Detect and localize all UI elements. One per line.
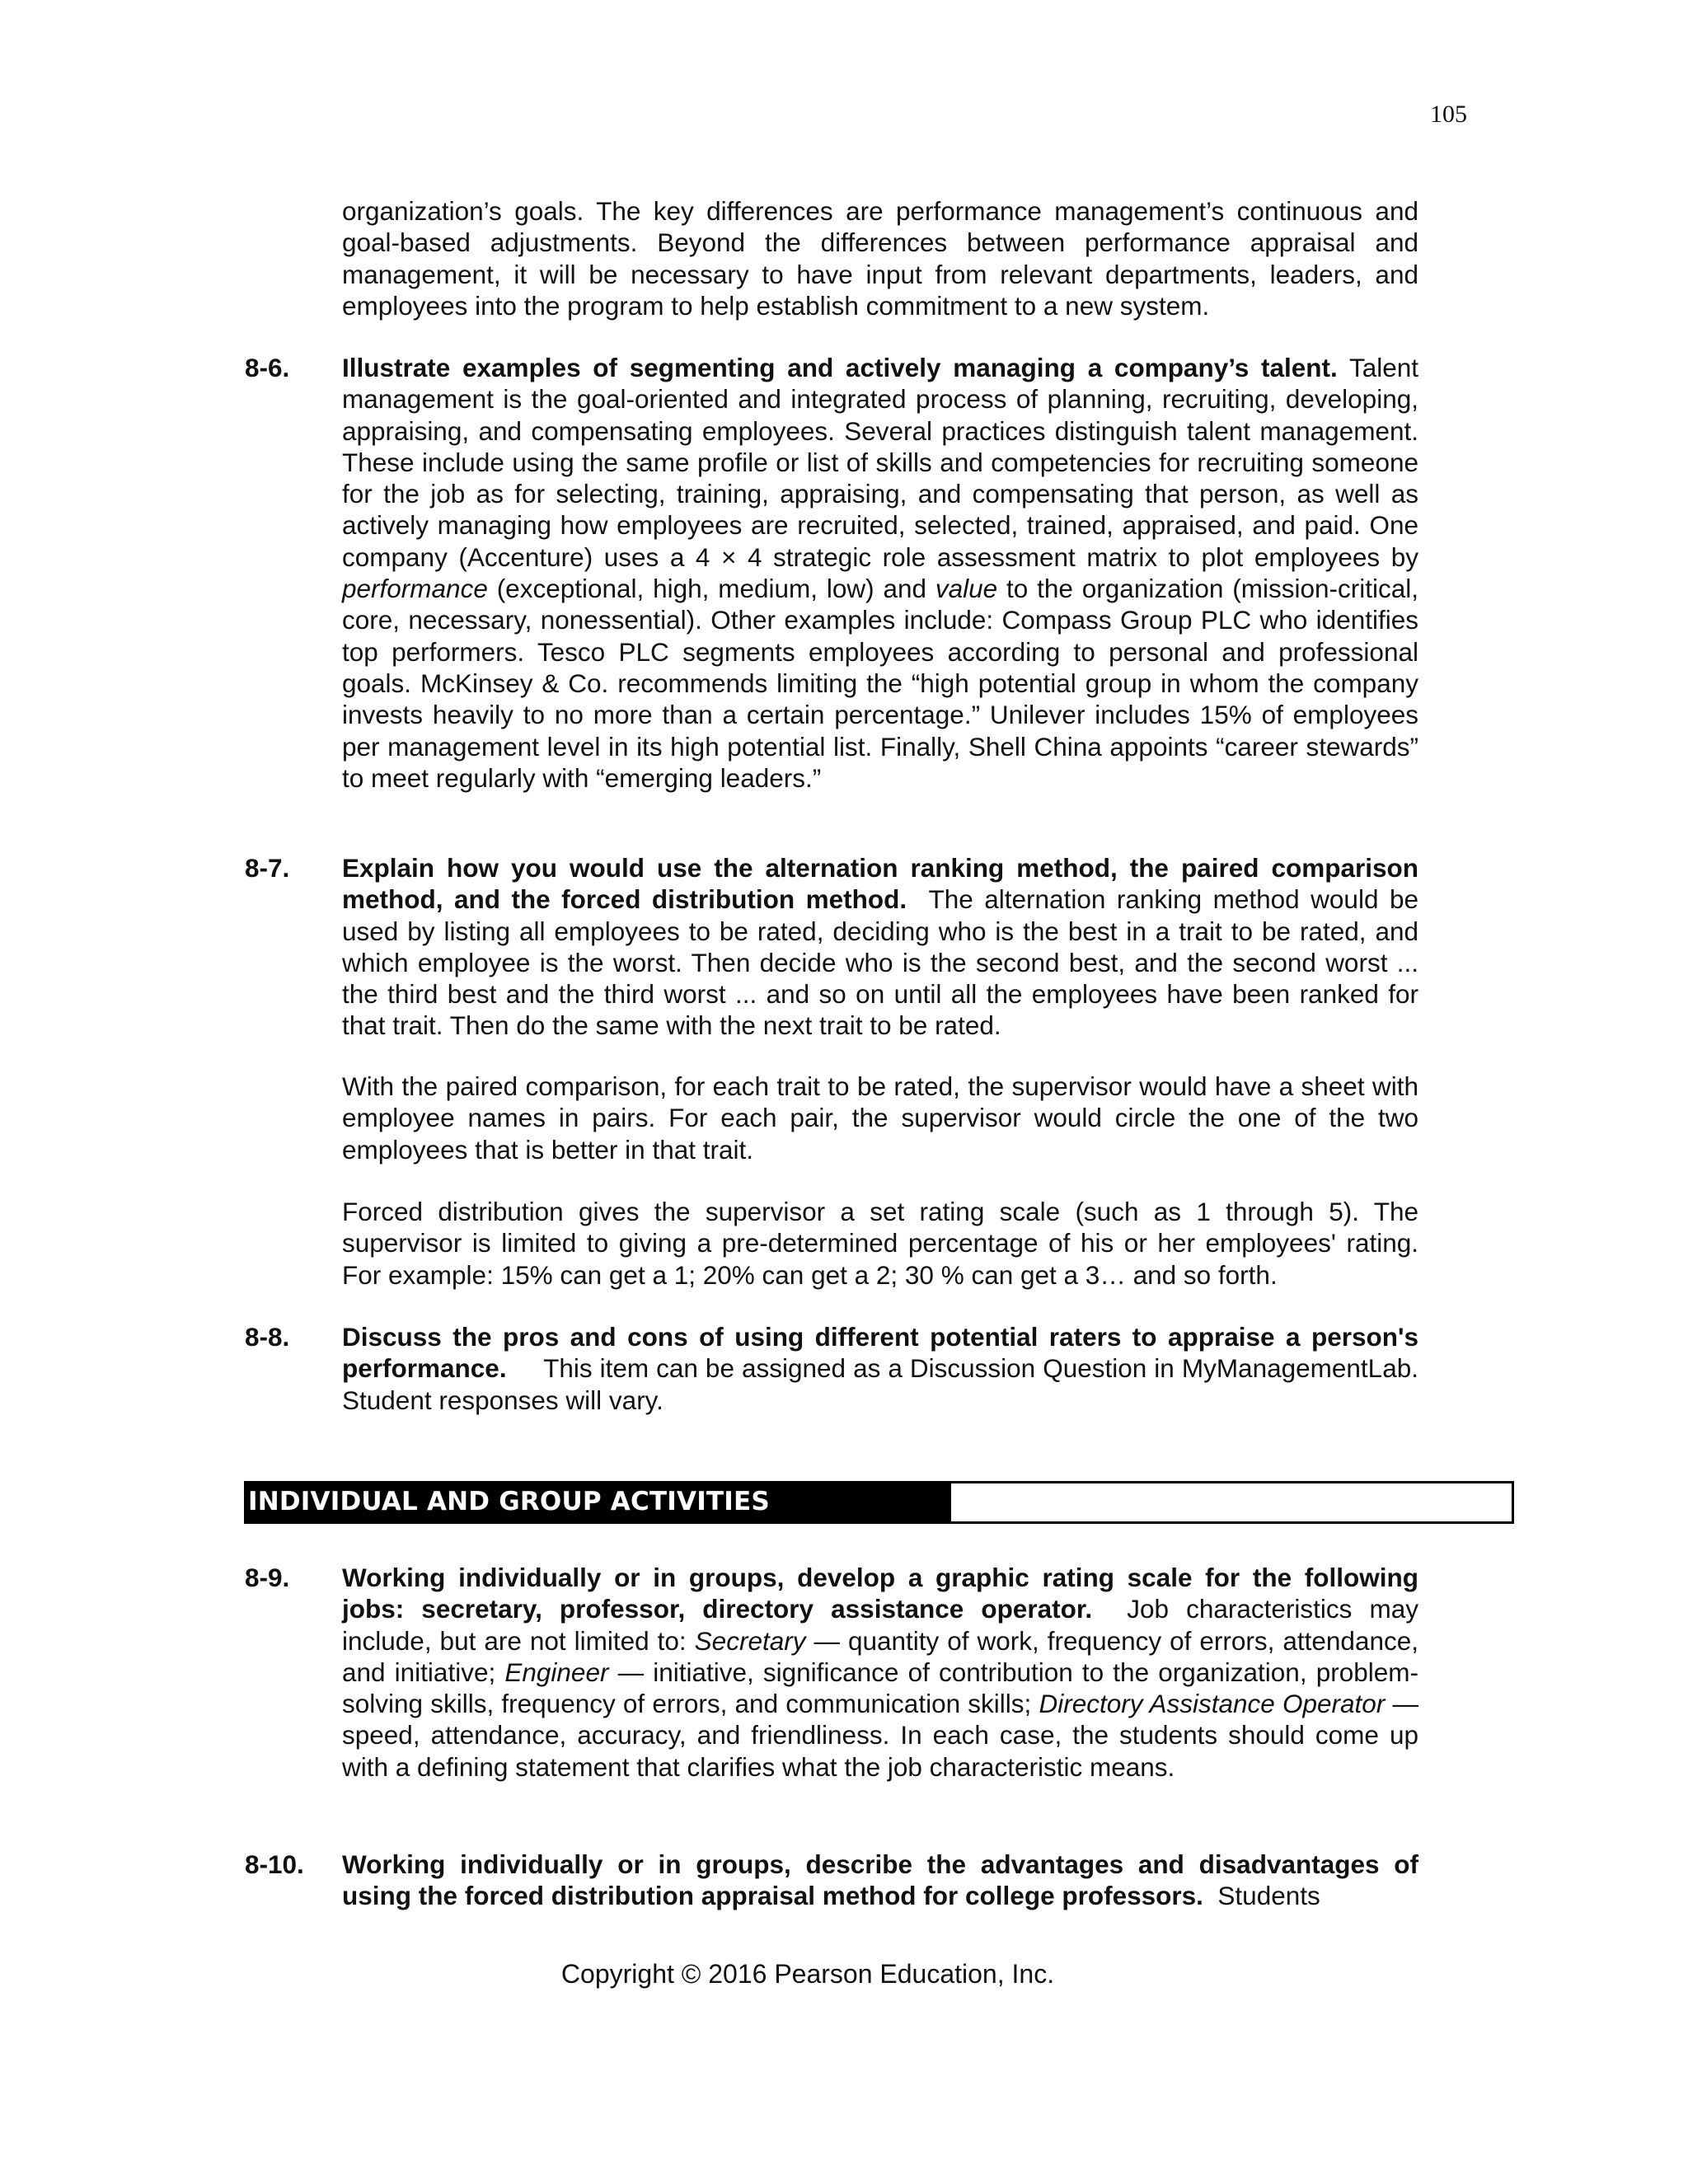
item-number: 8-7. (245, 853, 290, 883)
item-number: 8-10. (245, 1849, 304, 1879)
item-answer: (exceptional, high, medium, low) and (496, 574, 927, 604)
page-number: 105 (1430, 101, 1467, 128)
item-8-9 (245, 1562, 1418, 1783)
italic-term: performance (342, 574, 488, 604)
item-answer: to the organization (mission-critical, core, necessary, nonessential). Other examples include: Compass Group PLC who identifies top performers. Tesco PLC segments employees according to personal and professional goals. McKinsey & Co. recommends limiting the “high potential group in whom the company invests heavily to no more than a certain percentage.” Unilever includes 15% of employees per management level in its high potential list. Finally, Shell China appoints “career stewards” to meet regularly with “emerging leaders.” (342, 574, 1418, 793)
item-body (342, 852, 1418, 1042)
item-8-8 (245, 1321, 1418, 1416)
intro-paragraph: organization’s goals. The key differences are performance management’s continuous and goal-based adjustments. Beyond the differences between performance appraisal and management, it will be necessary to have input from relevant departments, leaders, and employees into the program to help establish commitment to a new system. (342, 196, 1418, 321)
item-8-10 (245, 1849, 1418, 1912)
italic-term: Engineer (504, 1657, 609, 1687)
item-answer: Talent management is the goal-oriented and integrated process of planning, recruiting, developing, appraising, and compensating employees. Several practices distinguish talent management. These include using the same profile or list of skills and competencies for recruiting someone for the job as for selecting, training, appraising, and compensating that person, as well as actively managing how employees are recruited, selected, trained, appraised, and paid. One company (Accenture) uses a 4 × 4 strategic role assessment matrix to plot employees by (342, 353, 1418, 572)
item-answer: The alternation ranking method would be used by listing all employees to be rated, deciding who is the best in a trait to be rated, and which employee is the worst. Then decide who is the second best, and the second worst ... the third best and the third worst ... and so on until all the employees have been ranked for that trait. Then do the same with the next trait to be rated. (342, 884, 1418, 1041)
item-body (342, 1562, 1418, 1783)
item-answer: This item can be assigned as a Discussion Question in MyManagementLab. Student responses will vary. (342, 1353, 1418, 1415)
italic-term: Directory Assistance Operator (1039, 1689, 1386, 1719)
paired-comparison-paragraph: With the paired comparison, for each trait to be rated, the supervisor would have a sheet with employee names in pairs. For each pair, the supervisor would circle the one of the two employees that is better in that trait. (342, 1071, 1418, 1165)
item-question: Illustrate examples of segmenting and actively managing a company’s talent. (342, 353, 1338, 382)
item-answer: — initiative, significance of contribution to the organization, problem-solving skills, frequency of errors, and communication skills; (342, 1657, 1418, 1719)
item-8-7 (245, 852, 1418, 1042)
item-question: Discuss the pros and cons of using different potential raters to appraise a person's performance. (342, 1322, 1418, 1384)
item-question: Working individually or in groups, develop a graphic rating scale for the following jobs: secretary, professor, directory assistance operator. (342, 1563, 1418, 1624)
section-heading-bar (244, 1481, 1514, 1524)
item-number: 8-9. (245, 1563, 290, 1592)
item-body (342, 1321, 1418, 1416)
item-number: 8-8. (245, 1322, 290, 1352)
section-heading: INDIVIDUAL AND GROUP ACTIVITIES (248, 1487, 770, 1516)
item-number: 8-6. (245, 353, 290, 382)
item-answer: Job characteristics may include, but are not limited to: (342, 1594, 1419, 1656)
forced-distribution-paragraph: Forced distribution gives the supervisor a set rating scale (such as 1 through 5). The supervisor is limited to giving a pre-determined percentage of his or her employees' rating. For example: 15% can get a 1; 20% can get a 2; 30 % can get a 3… and so forth. (342, 1197, 1418, 1290)
item-question: Working individually or in groups, describe the advantages and disadvantages of using the forced distribution appraisal method for college professors. (342, 1849, 1418, 1911)
copyright-footer: Copyright © 2016 Pearson Education, Inc. (560, 1959, 1055, 1989)
item-8-6 (245, 352, 1418, 794)
item-body (342, 352, 1418, 794)
item-answer: — speed, attendance, accuracy, and friendliness. In each case, the students should come up with a defining statement that clarifies what the job characteristic means. (342, 1689, 1418, 1782)
italic-term: Secretary (694, 1625, 806, 1656)
item-answer: Students (1217, 1881, 1320, 1911)
item-answer: — quantity of work, frequency of errors, attendance, and initiative; (342, 1625, 1419, 1687)
italic-term: value (935, 574, 998, 604)
item-body (342, 1849, 1418, 1912)
item-question: Explain how you would use the alternation ranking method, the paired comparison method, and the forced distribution method. (342, 853, 1418, 915)
